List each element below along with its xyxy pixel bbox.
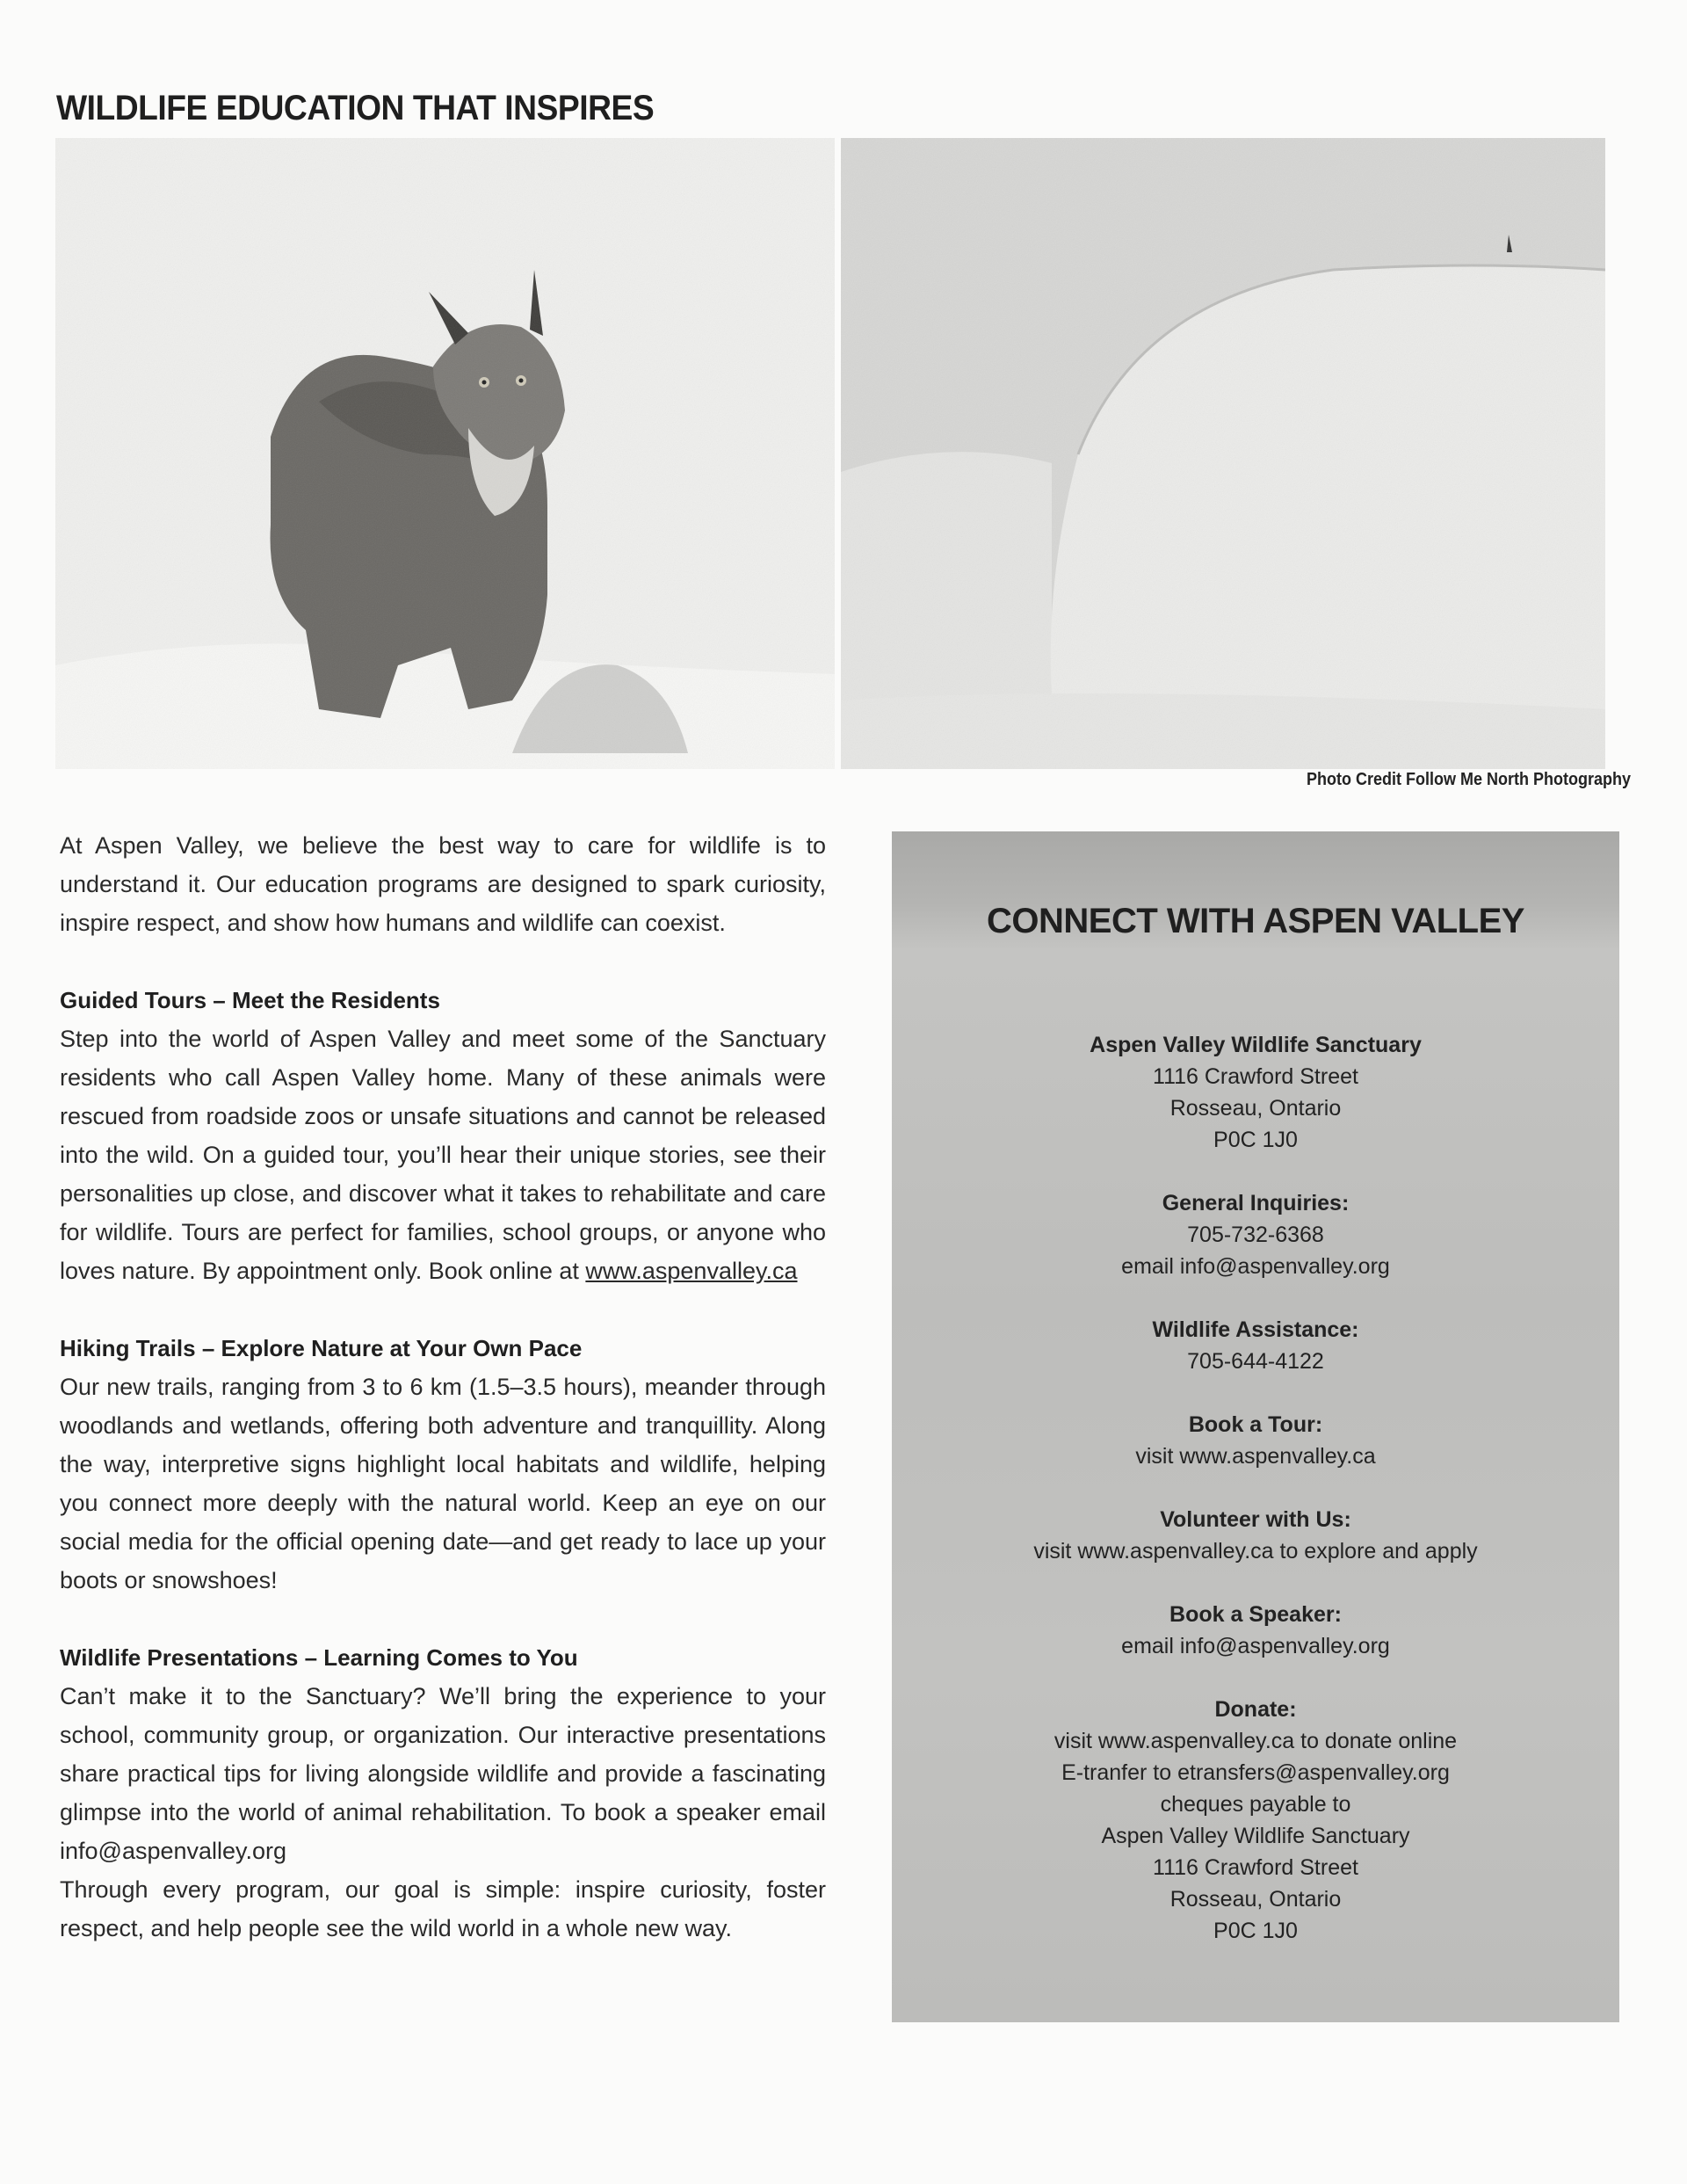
section-guided-tours (60, 981, 826, 1290)
contact-wildlife-assistance (892, 1314, 1619, 1377)
phone: 705-732-6368 (1187, 1223, 1324, 1247)
street: 1116 Crawford Street (1153, 1855, 1358, 1880)
group-label: Book a Speaker: (1169, 1602, 1342, 1627)
page-title: WILDLIFE EDUCATION THAT INSPIRES (56, 88, 655, 127)
section-body: Step into the world of Aspen Valley and meet some of the Sanctuary residents who call Aspen Valley home. Many of these animals were rescued from roadside zoos or unsafe situations and cannot be released into the wild. On a guided tour, you’ll hear their unique stories, see their personalities up close, and discover what it takes to rehabilitate and care for wildlife. Tours are perfect for families, school groups, or anyone who loves nature. By appointment only. Book online at www.aspenvalley.ca (60, 1026, 826, 1284)
postal-code: P0C 1J0 (1213, 1128, 1298, 1152)
contact-book-speaker (892, 1599, 1619, 1662)
lynx-icon (55, 138, 835, 769)
section-heading: Guided Tours – Meet the Residents (60, 987, 440, 1013)
group-label: Wildlife Assistance: (1152, 1317, 1359, 1342)
section-body: Our new trails, ranging from 3 to 6 km (1.5–3.5 hours), meander through woodlands and wetlands, offering both adventure and tranquillity. Along the way, interpretive signs highlight local habitats and wildlife, helping you connect more deeply with the natural world. Keep an eye on our social media for the official opening date—and get ready to lace up your boots or snowshoes! (60, 1374, 826, 1593)
contact-general-inquiries (892, 1187, 1619, 1282)
email: email info@aspenvalley.org (1121, 1254, 1390, 1279)
website-link[interactable]: www.aspenvalley.ca (585, 1258, 798, 1284)
snow-drift-icon (841, 138, 1605, 769)
postal-code: P0C 1J0 (1213, 1919, 1298, 1943)
contact-details (892, 1029, 1619, 1978)
section-heading: Wildlife Presentations – Learning Comes to You (60, 1644, 578, 1671)
group-label: Donate: (1214, 1697, 1297, 1722)
intro-paragraph: At Aspen Valley, we believe the best way to care for wildlife is to understand it. Our education programs are designed to spark curiosity, inspire respect, and show how humans and wildlife can coexist. (60, 832, 826, 936)
phone: 705-644-4122 (1187, 1349, 1324, 1374)
org-name: Aspen Valley Wildlife Sanctuary (1101, 1824, 1410, 1848)
section-body: Can’t make it to the Sanctuary? We’ll bring the experience to your school, community group, or organization. Our interactive presentations share practical tips for living alongside wildlife and provide a fascinating glimpse into the world of animal rehabilitation. To book a speaker email info@aspenvalley.org (60, 1683, 826, 1864)
group-text: visit www.aspenvalley.ca to explore and apply (1033, 1539, 1478, 1564)
section-heading: Hiking Trails – Explore Nature at Your Own Pace (60, 1335, 583, 1361)
lynx-photo (55, 138, 835, 769)
group-label: Volunteer with Us: (1160, 1507, 1351, 1532)
city: Rosseau, Ontario (1169, 1887, 1342, 1912)
contact-volunteer (892, 1504, 1619, 1567)
contact-donate (892, 1694, 1619, 1947)
section-wildlife-presentations (60, 1638, 826, 1948)
street: 1116 Crawford Street (1153, 1064, 1358, 1089)
city: Rosseau, Ontario (1169, 1096, 1342, 1121)
contact-box (892, 831, 1619, 2022)
group-label: General Inquiries: (1162, 1191, 1350, 1215)
donate-online: visit www.aspenvalley.ca to donate online (1053, 1729, 1458, 1753)
org-name: Aspen Valley Wildlife Sanctuary (1090, 1033, 1422, 1057)
education-programs-column (60, 826, 826, 1986)
group-text: visit www.aspenvalley.ca (1135, 1444, 1376, 1469)
section-hiking-trails (60, 1329, 826, 1600)
contact-book-tour (892, 1409, 1619, 1472)
contact-title: CONNECT WITH ASPEN VALLEY (987, 902, 1524, 940)
group-text: email info@aspenvalley.org (1121, 1634, 1390, 1658)
photo-credit: Photo Credit Follow Me North Photography (1307, 770, 1631, 789)
closing-paragraph: Through every program, our goal is simple: inspire curiosity, foster respect, and help people see the wild world in a whole new way. (60, 1876, 826, 1941)
contact-address (892, 1029, 1619, 1156)
group-label: Book a Tour: (1188, 1412, 1323, 1437)
donate-cheques: cheques payable to (1160, 1792, 1351, 1817)
donate-etransfer: E-tranfer to etransfers@aspenvalley.org (1061, 1760, 1450, 1785)
snow-landscape-photo (841, 138, 1605, 769)
